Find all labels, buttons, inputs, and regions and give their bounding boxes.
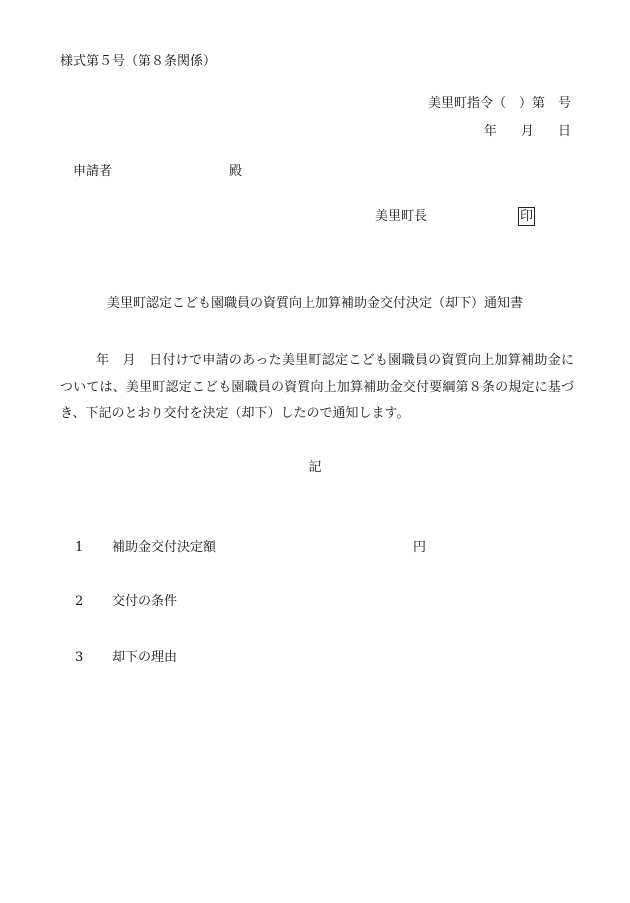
form-number: 様式第５号（第８条関係） — [60, 54, 217, 69]
seal-box: 印 — [520, 209, 534, 224]
document-number: 美里町指令（ ）第 号 — [427, 96, 571, 111]
item-2-number: 2 — [75, 594, 84, 609]
recipient-label: 申請者 — [73, 164, 113, 179]
date-line: 年 月 日 — [483, 124, 571, 139]
document-title: 美里町認定こども園職員の資質向上加算補助金交付決定（却下）通知書 — [106, 296, 523, 311]
item-3-number: 3 — [75, 650, 84, 665]
item-1-label: 補助金交付決定額 — [112, 540, 217, 555]
issuer-title: 美里町長 — [375, 209, 428, 224]
body-paragraph: 年 月 日付けで申請のあった美里町認定こども園職員の資質向上加算補助金については、美里町認定こども園職員の資質向上加算補助金交付要綱第８条の規定に基づき、下記のとおり交付を決定（却下）したので通知します。 — [60, 353, 574, 421]
item-3-label: 却下の理由 — [112, 650, 178, 665]
item-2-label: 交付の条件 — [112, 594, 178, 609]
item-1-unit: 円 — [413, 540, 427, 555]
recipient-honorific: 殿 — [229, 164, 243, 179]
item-1-number: 1 — [75, 540, 84, 555]
ki-heading: 記 — [308, 460, 322, 475]
